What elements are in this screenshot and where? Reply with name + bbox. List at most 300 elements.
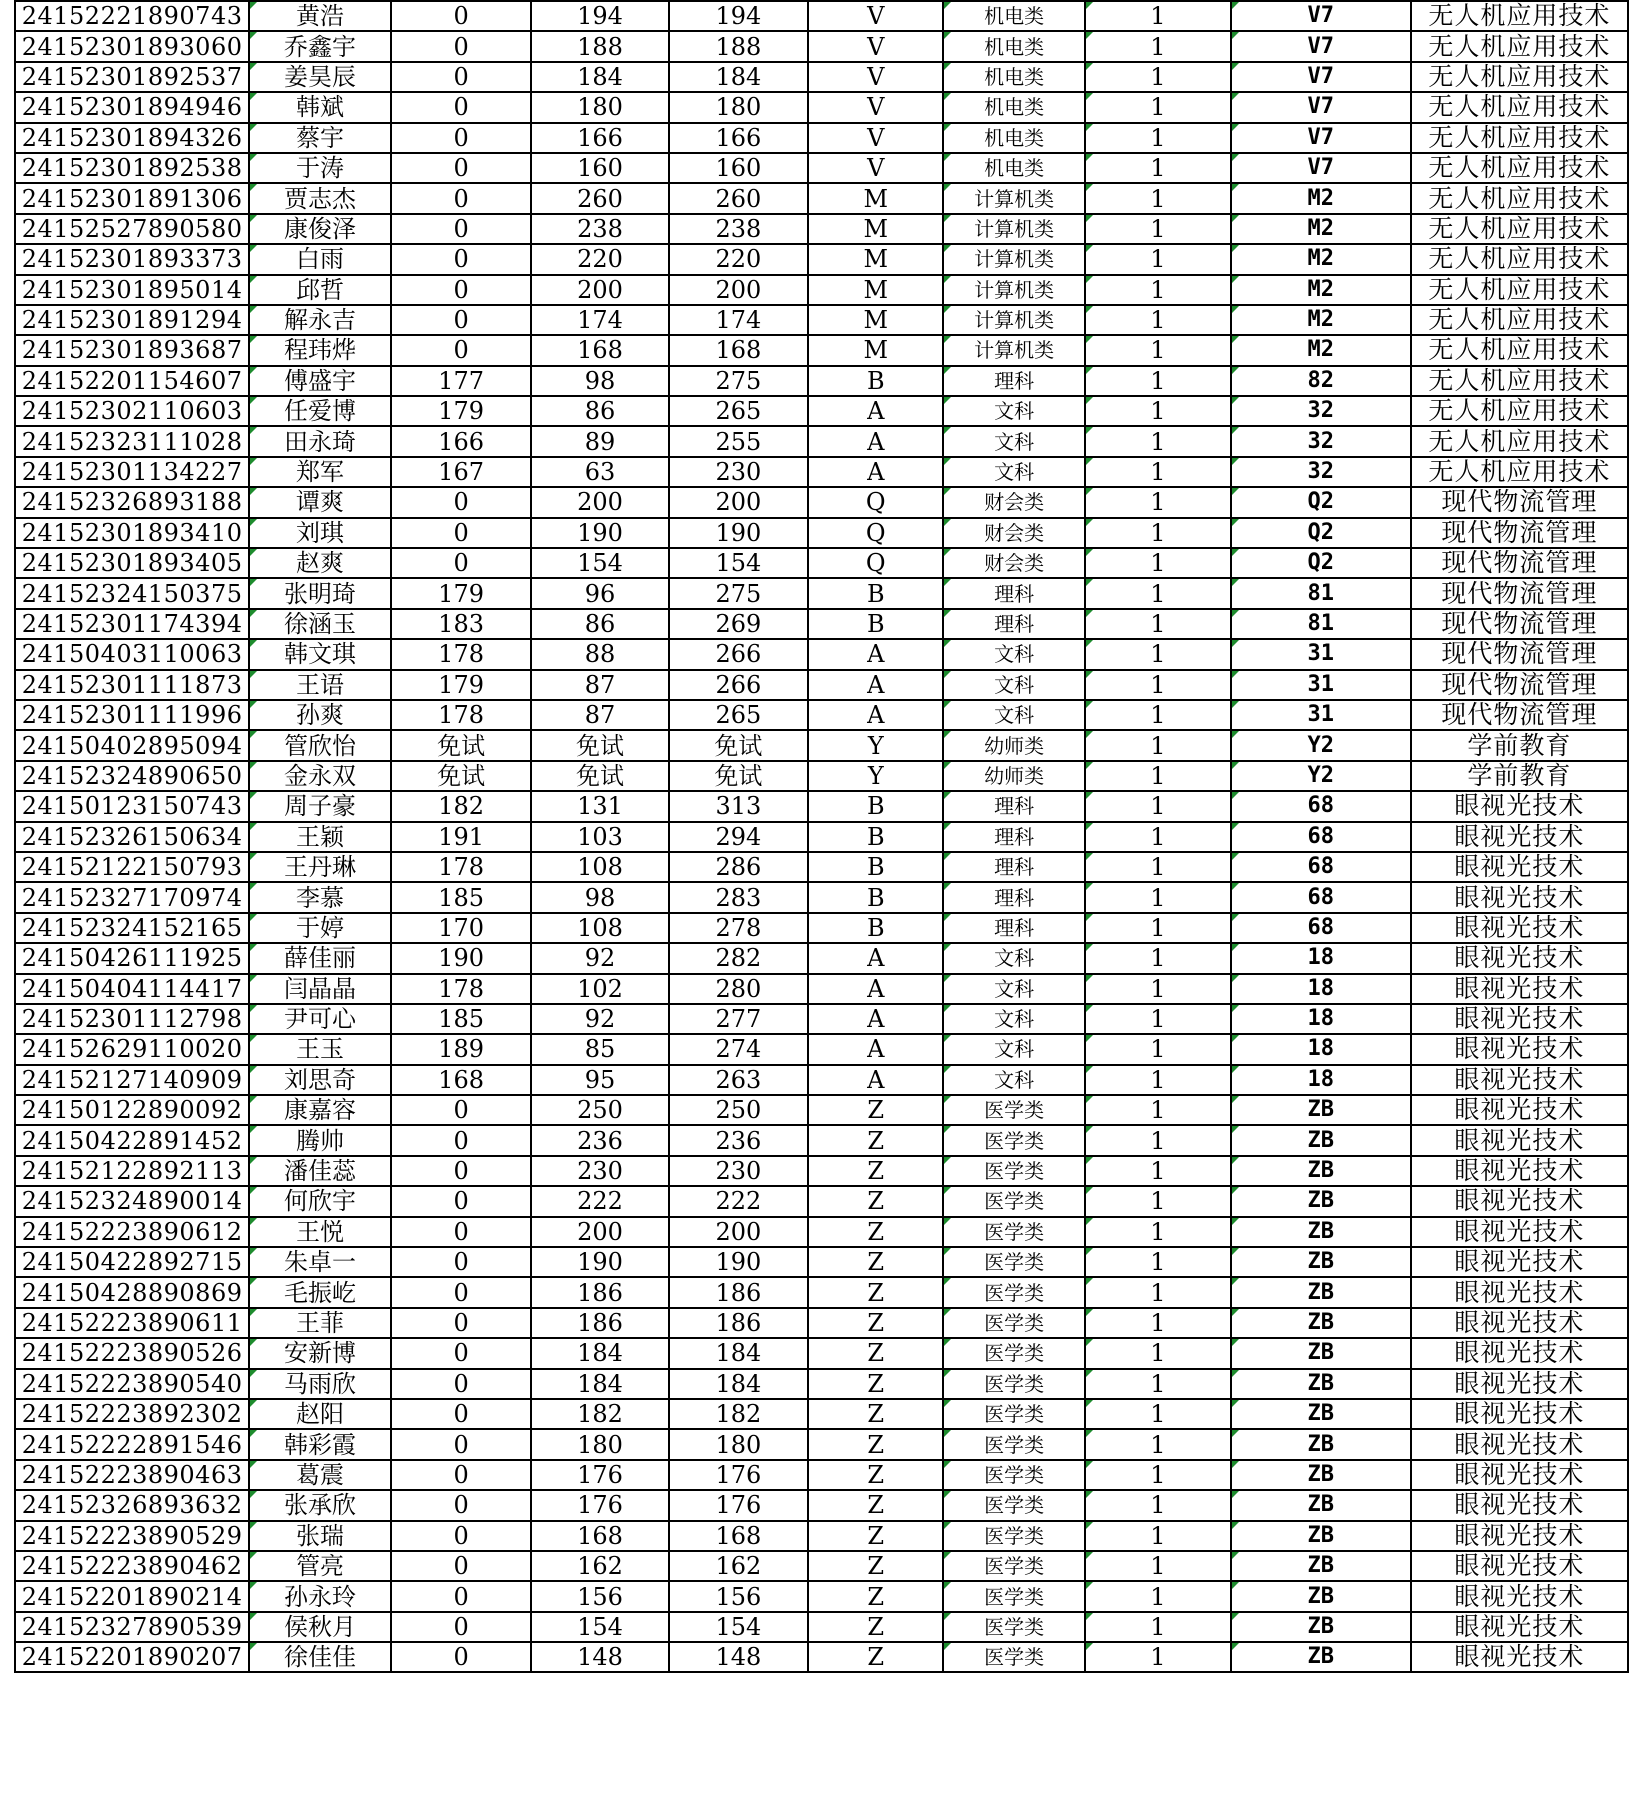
- score-a-cell[interactable]: 189: [391, 1034, 532, 1064]
- score-a-cell[interactable]: 0: [391, 1612, 532, 1642]
- category-cell[interactable]: 文科: [943, 426, 1085, 456]
- score-b-cell[interactable]: 108: [531, 913, 668, 943]
- name-cell[interactable]: 邱哲: [249, 275, 391, 305]
- plan-count-cell[interactable]: 1: [1085, 943, 1231, 973]
- major-cell[interactable]: 现代物流管理: [1411, 700, 1628, 730]
- score-b-cell[interactable]: 200: [531, 275, 668, 305]
- student-id-cell[interactable]: 24152223890612: [15, 1217, 249, 1247]
- total-score-cell[interactable]: 278: [669, 913, 808, 943]
- name-cell[interactable]: 田永琦: [249, 426, 391, 456]
- major-code-cell[interactable]: 32: [1231, 396, 1411, 426]
- category-cell[interactable]: 计算机类: [943, 305, 1085, 335]
- category-code-cell[interactable]: V: [808, 153, 943, 183]
- score-b-cell[interactable]: 160: [531, 153, 668, 183]
- category-code-cell[interactable]: V: [808, 92, 943, 122]
- category-code-cell[interactable]: Z: [808, 1429, 943, 1459]
- plan-count-cell[interactable]: 1: [1085, 1125, 1231, 1155]
- major-code-cell[interactable]: M2: [1231, 275, 1411, 305]
- student-id-cell[interactable]: 24152301891294: [15, 305, 249, 335]
- major-code-cell[interactable]: 18: [1231, 974, 1411, 1004]
- major-code-cell[interactable]: V7: [1231, 153, 1411, 183]
- major-cell[interactable]: 眼视光技术: [1411, 1095, 1628, 1125]
- total-score-cell[interactable]: 176: [669, 1490, 808, 1520]
- category-code-cell[interactable]: Z: [808, 1217, 943, 1247]
- name-cell[interactable]: 孙永玲: [249, 1581, 391, 1611]
- category-cell[interactable]: 理科: [943, 913, 1085, 943]
- category-cell[interactable]: 计算机类: [943, 214, 1085, 244]
- score-b-cell[interactable]: 184: [531, 1369, 668, 1399]
- plan-count-cell[interactable]: 1: [1085, 1247, 1231, 1277]
- total-score-cell[interactable]: 250: [669, 1095, 808, 1125]
- category-code-cell[interactable]: V: [808, 31, 943, 61]
- name-cell[interactable]: 徐涵玉: [249, 609, 391, 639]
- name-cell[interactable]: 傅盛宇: [249, 366, 391, 396]
- score-a-cell[interactable]: 0: [391, 153, 532, 183]
- category-code-cell[interactable]: Z: [808, 1247, 943, 1277]
- score-a-cell[interactable]: 0: [391, 1369, 532, 1399]
- score-b-cell[interactable]: 180: [531, 92, 668, 122]
- score-b-cell[interactable]: 194: [531, 1, 668, 31]
- category-code-cell[interactable]: Y: [808, 730, 943, 760]
- score-b-cell[interactable]: 166: [531, 123, 668, 153]
- plan-count-cell[interactable]: 1: [1085, 1369, 1231, 1399]
- total-score-cell[interactable]: 274: [669, 1034, 808, 1064]
- student-id-cell[interactable]: 24152327170974: [15, 882, 249, 912]
- total-score-cell[interactable]: 286: [669, 852, 808, 882]
- total-score-cell[interactable]: 194: [669, 1, 808, 31]
- name-cell[interactable]: 侯秋月: [249, 1612, 391, 1642]
- student-id-cell[interactable]: 24152527890580: [15, 214, 249, 244]
- major-cell[interactable]: 眼视光技术: [1411, 1551, 1628, 1581]
- score-a-cell[interactable]: 0: [391, 275, 532, 305]
- major-code-cell[interactable]: M2: [1231, 335, 1411, 365]
- category-code-cell[interactable]: M: [808, 244, 943, 274]
- category-cell[interactable]: 医学类: [943, 1642, 1085, 1672]
- name-cell[interactable]: 何欣宇: [249, 1186, 391, 1216]
- major-code-cell[interactable]: 18: [1231, 1065, 1411, 1095]
- major-cell[interactable]: 现代物流管理: [1411, 670, 1628, 700]
- major-cell[interactable]: 无人机应用技术: [1411, 275, 1628, 305]
- score-b-cell[interactable]: 63: [531, 457, 668, 487]
- total-score-cell[interactable]: 168: [669, 335, 808, 365]
- score-b-cell[interactable]: 156: [531, 1581, 668, 1611]
- plan-count-cell[interactable]: 1: [1085, 974, 1231, 1004]
- category-code-cell[interactable]: Z: [808, 1125, 943, 1155]
- plan-count-cell[interactable]: 1: [1085, 730, 1231, 760]
- score-a-cell[interactable]: 0: [391, 1156, 532, 1186]
- name-cell[interactable]: 康嘉容: [249, 1095, 391, 1125]
- plan-count-cell[interactable]: 1: [1085, 487, 1231, 517]
- major-code-cell[interactable]: ZB: [1231, 1156, 1411, 1186]
- student-id-cell[interactable]: 24152122892113: [15, 1156, 249, 1186]
- plan-count-cell[interactable]: 1: [1085, 214, 1231, 244]
- score-b-cell[interactable]: 184: [531, 1338, 668, 1368]
- major-code-cell[interactable]: Q2: [1231, 548, 1411, 578]
- total-score-cell[interactable]: 260: [669, 183, 808, 213]
- name-cell[interactable]: 白雨: [249, 244, 391, 274]
- score-b-cell[interactable]: 89: [531, 426, 668, 456]
- major-code-cell[interactable]: 68: [1231, 882, 1411, 912]
- category-cell[interactable]: 财会类: [943, 548, 1085, 578]
- major-code-cell[interactable]: 32: [1231, 457, 1411, 487]
- plan-count-cell[interactable]: 1: [1085, 1065, 1231, 1095]
- student-id-cell[interactable]: 24152327890539: [15, 1612, 249, 1642]
- plan-count-cell[interactable]: 1: [1085, 1399, 1231, 1429]
- score-a-cell[interactable]: 0: [391, 1399, 532, 1429]
- total-score-cell[interactable]: 265: [669, 700, 808, 730]
- score-a-cell[interactable]: 0: [391, 31, 532, 61]
- score-a-cell[interactable]: 177: [391, 366, 532, 396]
- name-cell[interactable]: 姜昊辰: [249, 62, 391, 92]
- major-cell[interactable]: 现代物流管理: [1411, 609, 1628, 639]
- major-cell[interactable]: 眼视光技术: [1411, 1065, 1628, 1095]
- category-cell[interactable]: 计算机类: [943, 183, 1085, 213]
- plan-count-cell[interactable]: 1: [1085, 1338, 1231, 1368]
- name-cell[interactable]: 周子豪: [249, 791, 391, 821]
- student-id-cell[interactable]: 24152222891546: [15, 1429, 249, 1459]
- name-cell[interactable]: 乔鑫宇: [249, 31, 391, 61]
- total-score-cell[interactable]: 275: [669, 366, 808, 396]
- score-b-cell[interactable]: 92: [531, 1004, 668, 1034]
- category-code-cell[interactable]: Q: [808, 487, 943, 517]
- score-b-cell[interactable]: 免试: [531, 730, 668, 760]
- major-code-cell[interactable]: ZB: [1231, 1277, 1411, 1307]
- student-id-cell[interactable]: 24152301893410: [15, 518, 249, 548]
- category-code-cell[interactable]: A: [808, 1065, 943, 1095]
- score-b-cell[interactable]: 98: [531, 366, 668, 396]
- student-id-cell[interactable]: 24152326150634: [15, 822, 249, 852]
- category-code-cell[interactable]: B: [808, 852, 943, 882]
- score-a-cell[interactable]: 0: [391, 123, 532, 153]
- major-cell[interactable]: 无人机应用技术: [1411, 305, 1628, 335]
- student-id-cell[interactable]: 24150122890092: [15, 1095, 249, 1125]
- total-score-cell[interactable]: 148: [669, 1642, 808, 1672]
- major-code-cell[interactable]: V7: [1231, 31, 1411, 61]
- category-code-cell[interactable]: Z: [808, 1338, 943, 1368]
- category-code-cell[interactable]: Z: [808, 1490, 943, 1520]
- student-id-cell[interactable]: 24150403110063: [15, 639, 249, 669]
- major-code-cell[interactable]: 31: [1231, 700, 1411, 730]
- score-b-cell[interactable]: 176: [531, 1460, 668, 1490]
- plan-count-cell[interactable]: 1: [1085, 275, 1231, 305]
- total-score-cell[interactable]: 190: [669, 1247, 808, 1277]
- score-a-cell[interactable]: 0: [391, 214, 532, 244]
- score-a-cell[interactable]: 0: [391, 305, 532, 335]
- major-cell[interactable]: 现代物流管理: [1411, 518, 1628, 548]
- plan-count-cell[interactable]: 1: [1085, 791, 1231, 821]
- major-cell[interactable]: 眼视光技术: [1411, 1338, 1628, 1368]
- score-b-cell[interactable]: 87: [531, 700, 668, 730]
- category-cell[interactable]: 财会类: [943, 487, 1085, 517]
- category-code-cell[interactable]: M: [808, 275, 943, 305]
- name-cell[interactable]: 黄浩: [249, 1, 391, 31]
- total-score-cell[interactable]: 154: [669, 1612, 808, 1642]
- total-score-cell[interactable]: 190: [669, 518, 808, 548]
- plan-count-cell[interactable]: 1: [1085, 1642, 1231, 1672]
- student-id-cell[interactable]: 24152301893060: [15, 31, 249, 61]
- student-id-cell[interactable]: 24152301894946: [15, 92, 249, 122]
- category-cell[interactable]: 机电类: [943, 123, 1085, 153]
- student-id-cell[interactable]: 24150402895094: [15, 730, 249, 760]
- score-b-cell[interactable]: 230: [531, 1156, 668, 1186]
- category-code-cell[interactable]: Z: [808, 1095, 943, 1125]
- plan-count-cell[interactable]: 1: [1085, 1581, 1231, 1611]
- name-cell[interactable]: 程玮烨: [249, 335, 391, 365]
- plan-count-cell[interactable]: 1: [1085, 1551, 1231, 1581]
- category-code-cell[interactable]: Z: [808, 1460, 943, 1490]
- category-cell[interactable]: 机电类: [943, 62, 1085, 92]
- category-code-cell[interactable]: B: [808, 882, 943, 912]
- name-cell[interactable]: 韩斌: [249, 92, 391, 122]
- major-cell[interactable]: 无人机应用技术: [1411, 396, 1628, 426]
- major-code-cell[interactable]: 68: [1231, 852, 1411, 882]
- student-id-cell[interactable]: 24152326893632: [15, 1490, 249, 1520]
- name-cell[interactable]: 薛佳丽: [249, 943, 391, 973]
- name-cell[interactable]: 管亮: [249, 1551, 391, 1581]
- category-cell[interactable]: 医学类: [943, 1277, 1085, 1307]
- total-score-cell[interactable]: 236: [669, 1125, 808, 1155]
- name-cell[interactable]: 闫晶晶: [249, 974, 391, 1004]
- score-a-cell[interactable]: 免试: [391, 761, 532, 791]
- score-a-cell[interactable]: 0: [391, 1521, 532, 1551]
- score-b-cell[interactable]: 236: [531, 1125, 668, 1155]
- plan-count-cell[interactable]: 1: [1085, 852, 1231, 882]
- total-score-cell[interactable]: 180: [669, 1429, 808, 1459]
- total-score-cell[interactable]: 160: [669, 153, 808, 183]
- score-a-cell[interactable]: 0: [391, 1277, 532, 1307]
- score-b-cell[interactable]: 250: [531, 1095, 668, 1125]
- category-code-cell[interactable]: A: [808, 1004, 943, 1034]
- student-id-cell[interactable]: 24152301174394: [15, 609, 249, 639]
- category-cell[interactable]: 医学类: [943, 1125, 1085, 1155]
- category-cell[interactable]: 医学类: [943, 1217, 1085, 1247]
- major-code-cell[interactable]: 81: [1231, 578, 1411, 608]
- category-cell[interactable]: 医学类: [943, 1247, 1085, 1277]
- major-code-cell[interactable]: ZB: [1231, 1490, 1411, 1520]
- student-id-cell[interactable]: 24150422892715: [15, 1247, 249, 1277]
- student-id-cell[interactable]: 24152223890462: [15, 1551, 249, 1581]
- category-code-cell[interactable]: A: [808, 670, 943, 700]
- student-id-cell[interactable]: 24152324152165: [15, 913, 249, 943]
- plan-count-cell[interactable]: 1: [1085, 1612, 1231, 1642]
- major-cell[interactable]: 眼视光技术: [1411, 1004, 1628, 1034]
- score-a-cell[interactable]: 178: [391, 852, 532, 882]
- name-cell[interactable]: 张承欣: [249, 1490, 391, 1520]
- plan-count-cell[interactable]: 1: [1085, 761, 1231, 791]
- major-cell[interactable]: 无人机应用技术: [1411, 426, 1628, 456]
- category-cell[interactable]: 计算机类: [943, 275, 1085, 305]
- score-a-cell[interactable]: 0: [391, 244, 532, 274]
- category-code-cell[interactable]: V: [808, 1, 943, 31]
- plan-count-cell[interactable]: 1: [1085, 62, 1231, 92]
- category-cell[interactable]: 机电类: [943, 153, 1085, 183]
- name-cell[interactable]: 徐佳佳: [249, 1642, 391, 1672]
- category-cell[interactable]: 医学类: [943, 1369, 1085, 1399]
- score-a-cell[interactable]: 0: [391, 183, 532, 213]
- major-code-cell[interactable]: ZB: [1231, 1642, 1411, 1672]
- category-code-cell[interactable]: A: [808, 943, 943, 973]
- total-score-cell[interactable]: 200: [669, 275, 808, 305]
- score-a-cell[interactable]: 0: [391, 62, 532, 92]
- name-cell[interactable]: 蔡宇: [249, 123, 391, 153]
- score-b-cell[interactable]: 92: [531, 943, 668, 973]
- score-a-cell[interactable]: 0: [391, 1, 532, 31]
- category-code-cell[interactable]: Y: [808, 761, 943, 791]
- major-code-cell[interactable]: ZB: [1231, 1095, 1411, 1125]
- plan-count-cell[interactable]: 1: [1085, 1004, 1231, 1034]
- category-cell[interactable]: 文科: [943, 670, 1085, 700]
- plan-count-cell[interactable]: 1: [1085, 335, 1231, 365]
- category-cell[interactable]: 机电类: [943, 31, 1085, 61]
- major-code-cell[interactable]: ZB: [1231, 1186, 1411, 1216]
- major-cell[interactable]: 现代物流管理: [1411, 578, 1628, 608]
- plan-count-cell[interactable]: 1: [1085, 670, 1231, 700]
- major-cell[interactable]: 无人机应用技术: [1411, 457, 1628, 487]
- category-cell[interactable]: 医学类: [943, 1399, 1085, 1429]
- student-id-cell[interactable]: 24152301893405: [15, 548, 249, 578]
- score-a-cell[interactable]: 0: [391, 335, 532, 365]
- category-code-cell[interactable]: M: [808, 335, 943, 365]
- total-score-cell[interactable]: 184: [669, 62, 808, 92]
- major-code-cell[interactable]: 18: [1231, 1034, 1411, 1064]
- score-b-cell[interactable]: 168: [531, 335, 668, 365]
- category-code-cell[interactable]: Z: [808, 1521, 943, 1551]
- category-cell[interactable]: 医学类: [943, 1156, 1085, 1186]
- score-b-cell[interactable]: 108: [531, 852, 668, 882]
- name-cell[interactable]: 张明琦: [249, 578, 391, 608]
- total-score-cell[interactable]: 188: [669, 31, 808, 61]
- plan-count-cell[interactable]: 1: [1085, 1186, 1231, 1216]
- score-b-cell[interactable]: 200: [531, 1217, 668, 1247]
- plan-count-cell[interactable]: 1: [1085, 882, 1231, 912]
- name-cell[interactable]: 潘佳蕊: [249, 1156, 391, 1186]
- plan-count-cell[interactable]: 1: [1085, 578, 1231, 608]
- major-code-cell[interactable]: 18: [1231, 943, 1411, 973]
- category-code-cell[interactable]: B: [808, 366, 943, 396]
- total-score-cell[interactable]: 免试: [669, 761, 808, 791]
- name-cell[interactable]: 郑军: [249, 457, 391, 487]
- major-code-cell[interactable]: M2: [1231, 183, 1411, 213]
- score-b-cell[interactable]: 86: [531, 609, 668, 639]
- major-cell[interactable]: 无人机应用技术: [1411, 183, 1628, 213]
- category-cell[interactable]: 文科: [943, 943, 1085, 973]
- student-id-cell[interactable]: 24152301111873: [15, 670, 249, 700]
- category-cell[interactable]: 医学类: [943, 1338, 1085, 1368]
- total-score-cell[interactable]: 238: [669, 214, 808, 244]
- major-cell[interactable]: 眼视光技术: [1411, 1186, 1628, 1216]
- total-score-cell[interactable]: 277: [669, 1004, 808, 1034]
- plan-count-cell[interactable]: 1: [1085, 518, 1231, 548]
- category-cell[interactable]: 医学类: [943, 1095, 1085, 1125]
- name-cell[interactable]: 王颖: [249, 822, 391, 852]
- total-score-cell[interactable]: 186: [669, 1308, 808, 1338]
- category-code-cell[interactable]: B: [808, 578, 943, 608]
- major-code-cell[interactable]: 31: [1231, 670, 1411, 700]
- major-cell[interactable]: 眼视光技术: [1411, 943, 1628, 973]
- total-score-cell[interactable]: 230: [669, 457, 808, 487]
- score-b-cell[interactable]: 222: [531, 1186, 668, 1216]
- major-code-cell[interactable]: Y2: [1231, 730, 1411, 760]
- major-code-cell[interactable]: ZB: [1231, 1247, 1411, 1277]
- major-cell[interactable]: 学前教育: [1411, 761, 1628, 791]
- major-cell[interactable]: 眼视光技术: [1411, 1277, 1628, 1307]
- major-code-cell[interactable]: ZB: [1231, 1338, 1411, 1368]
- score-b-cell[interactable]: 188: [531, 31, 668, 61]
- major-cell[interactable]: 无人机应用技术: [1411, 62, 1628, 92]
- score-b-cell[interactable]: 182: [531, 1399, 668, 1429]
- major-cell[interactable]: 眼视光技术: [1411, 852, 1628, 882]
- score-a-cell[interactable]: 179: [391, 670, 532, 700]
- student-id-cell[interactable]: 24150428890869: [15, 1277, 249, 1307]
- category-cell[interactable]: 计算机类: [943, 335, 1085, 365]
- name-cell[interactable]: 安新博: [249, 1338, 391, 1368]
- student-id-cell[interactable]: 24152223890526: [15, 1338, 249, 1368]
- student-id-cell[interactable]: 24152301112798: [15, 1004, 249, 1034]
- category-cell[interactable]: 理科: [943, 791, 1085, 821]
- category-cell[interactable]: 理科: [943, 578, 1085, 608]
- category-cell[interactable]: 机电类: [943, 92, 1085, 122]
- total-score-cell[interactable]: 166: [669, 123, 808, 153]
- name-cell[interactable]: 王语: [249, 670, 391, 700]
- name-cell[interactable]: 张瑞: [249, 1521, 391, 1551]
- name-cell[interactable]: 贾志杰: [249, 183, 391, 213]
- major-code-cell[interactable]: M2: [1231, 214, 1411, 244]
- name-cell[interactable]: 王玉: [249, 1034, 391, 1064]
- score-a-cell[interactable]: 185: [391, 882, 532, 912]
- score-b-cell[interactable]: 88: [531, 639, 668, 669]
- score-b-cell[interactable]: 免试: [531, 761, 668, 791]
- category-code-cell[interactable]: Z: [808, 1642, 943, 1672]
- score-a-cell[interactable]: 0: [391, 1460, 532, 1490]
- score-a-cell[interactable]: 0: [391, 1581, 532, 1611]
- student-id-cell[interactable]: 24152301894326: [15, 123, 249, 153]
- plan-count-cell[interactable]: 1: [1085, 1460, 1231, 1490]
- major-cell[interactable]: 无人机应用技术: [1411, 214, 1628, 244]
- total-score-cell[interactable]: 免试: [669, 730, 808, 760]
- student-id-cell[interactable]: 24152301134227: [15, 457, 249, 487]
- major-code-cell[interactable]: Q2: [1231, 487, 1411, 517]
- major-code-cell[interactable]: ZB: [1231, 1460, 1411, 1490]
- total-score-cell[interactable]: 156: [669, 1581, 808, 1611]
- category-code-cell[interactable]: Z: [808, 1399, 943, 1429]
- plan-count-cell[interactable]: 1: [1085, 123, 1231, 153]
- major-code-cell[interactable]: 68: [1231, 913, 1411, 943]
- major-cell[interactable]: 现代物流管理: [1411, 639, 1628, 669]
- plan-count-cell[interactable]: 1: [1085, 1277, 1231, 1307]
- total-score-cell[interactable]: 266: [669, 639, 808, 669]
- score-a-cell[interactable]: 178: [391, 700, 532, 730]
- total-score-cell[interactable]: 162: [669, 1551, 808, 1581]
- score-b-cell[interactable]: 162: [531, 1551, 668, 1581]
- student-id-cell[interactable]: 24152629110020: [15, 1034, 249, 1064]
- total-score-cell[interactable]: 313: [669, 791, 808, 821]
- name-cell[interactable]: 李慕: [249, 882, 391, 912]
- major-cell[interactable]: 学前教育: [1411, 730, 1628, 760]
- total-score-cell[interactable]: 184: [669, 1338, 808, 1368]
- major-code-cell[interactable]: 18: [1231, 1004, 1411, 1034]
- student-id-cell[interactable]: 24152324890014: [15, 1186, 249, 1216]
- score-a-cell[interactable]: 0: [391, 1490, 532, 1520]
- score-b-cell[interactable]: 154: [531, 1612, 668, 1642]
- major-code-cell[interactable]: Q2: [1231, 518, 1411, 548]
- total-score-cell[interactable]: 265: [669, 396, 808, 426]
- score-b-cell[interactable]: 168: [531, 1521, 668, 1551]
- major-code-cell[interactable]: ZB: [1231, 1399, 1411, 1429]
- student-id-cell[interactable]: 24152223892302: [15, 1399, 249, 1429]
- score-a-cell[interactable]: 191: [391, 822, 532, 852]
- major-code-cell[interactable]: M2: [1231, 305, 1411, 335]
- plan-count-cell[interactable]: 1: [1085, 1521, 1231, 1551]
